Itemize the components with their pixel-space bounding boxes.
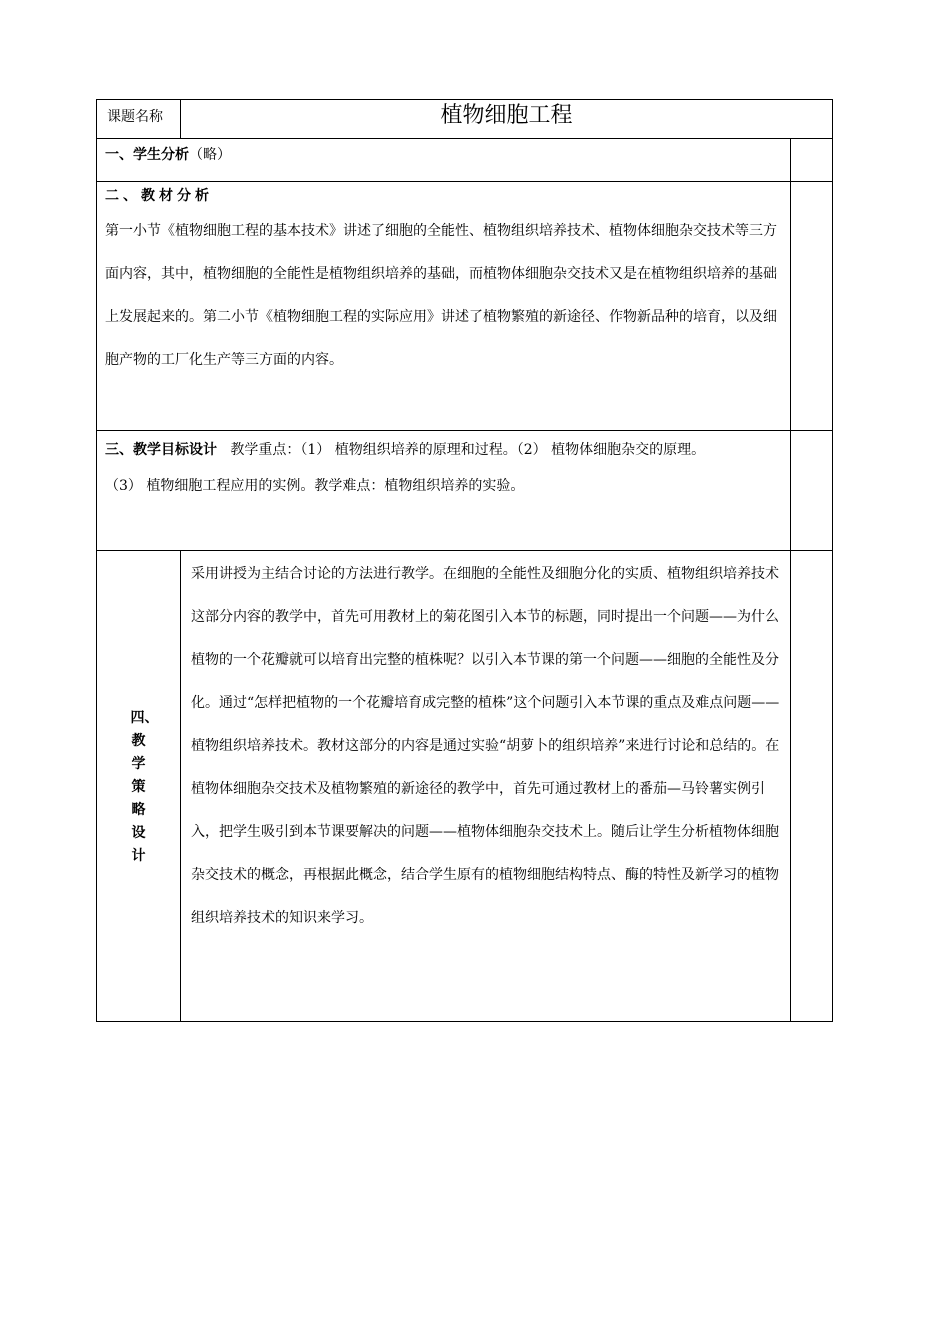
strategy-row <box>97 551 833 1022</box>
student-analysis-heading: 一、学生分析 <box>105 147 189 163</box>
strategy-body: 采用讲授为主结合讨论的方法进行教学。在细胞的全能性及细胞分化的实质、植物组织培养技术这部分内容的教学中，首先可用教材上的菊花图引入本节的标题，同时提出一个问题——为什么植物的一个花瓣就可以培育出完整的植株呢？以引入本节课的第一个问题——细胞的全能性及分化。通过“怎样把植物的一个花瓣培育成完整的植株”这个问题引入本节课的重点及难点问题——植物组织培养技术。教材这部分的内容是通过实验“胡萝卜的组织培养”来进行讨论和总结的。在植物体细胞杂交技术及植物繁殖的新途径的教学中，首先可通过教材上的番茄—马铃薯实例引入，把学生吸引到本节课要解决的问题——植物体细胞杂交技术上。随后让学生分析植物体细胞杂交技术的概念，再根据此概念，结合学生原有的植物细胞结构特点、酶的特性及新学习的植物组织培养技术的知识来学习。 <box>181 551 791 1022</box>
side-cell <box>791 139 833 182</box>
strategy-heading-cell <box>97 551 181 1022</box>
side-cell <box>791 551 833 1022</box>
objectives-heading: 三、教学目标设计 <box>105 442 217 458</box>
side-cell <box>791 431 833 551</box>
objectives-row <box>97 431 833 551</box>
side-cell <box>791 182 833 431</box>
material-analysis-body: 第一小节《植物细胞工程的基本技术》讲述了细胞的全能性、植物组织培养技术、植物体细胞杂交技术等三方面内容，其中，植物细胞的全能性是植物组织培养的基础，而植物体细胞杂交技术又是在植物组织培养的基础上发展起来的。第二小节《植物细胞工程的实际应用》讲述了植物繁殖的新途径、作物新品种的培育，以及细胞产物的工厂化生产等三方面的内容。 <box>105 223 777 368</box>
objectives-body: 教学重点：（1） 植物组织培养的原理和过程。（2） 植物体细胞杂交的原理。 <box>230 442 706 458</box>
student-analysis-note: （略） <box>189 147 231 163</box>
material-analysis-row <box>97 182 833 431</box>
material-analysis-heading: 二、教材分析 <box>105 188 213 204</box>
material-analysis-cell <box>97 182 791 431</box>
strategy-heading: 四、教学策略设计 <box>130 710 159 864</box>
topic-name-label: 课题名称 <box>97 100 181 139</box>
lesson-plan-table <box>96 99 833 1022</box>
objectives-body-2: （3） 植物细胞工程应用的实例。教学难点：植物组织培养的实验。 <box>105 478 525 494</box>
student-analysis-cell <box>97 139 791 182</box>
student-analysis-row <box>97 139 833 182</box>
header-row <box>97 100 833 139</box>
page-title: 植物细胞工程 <box>181 100 833 139</box>
objectives-cell <box>97 431 791 551</box>
